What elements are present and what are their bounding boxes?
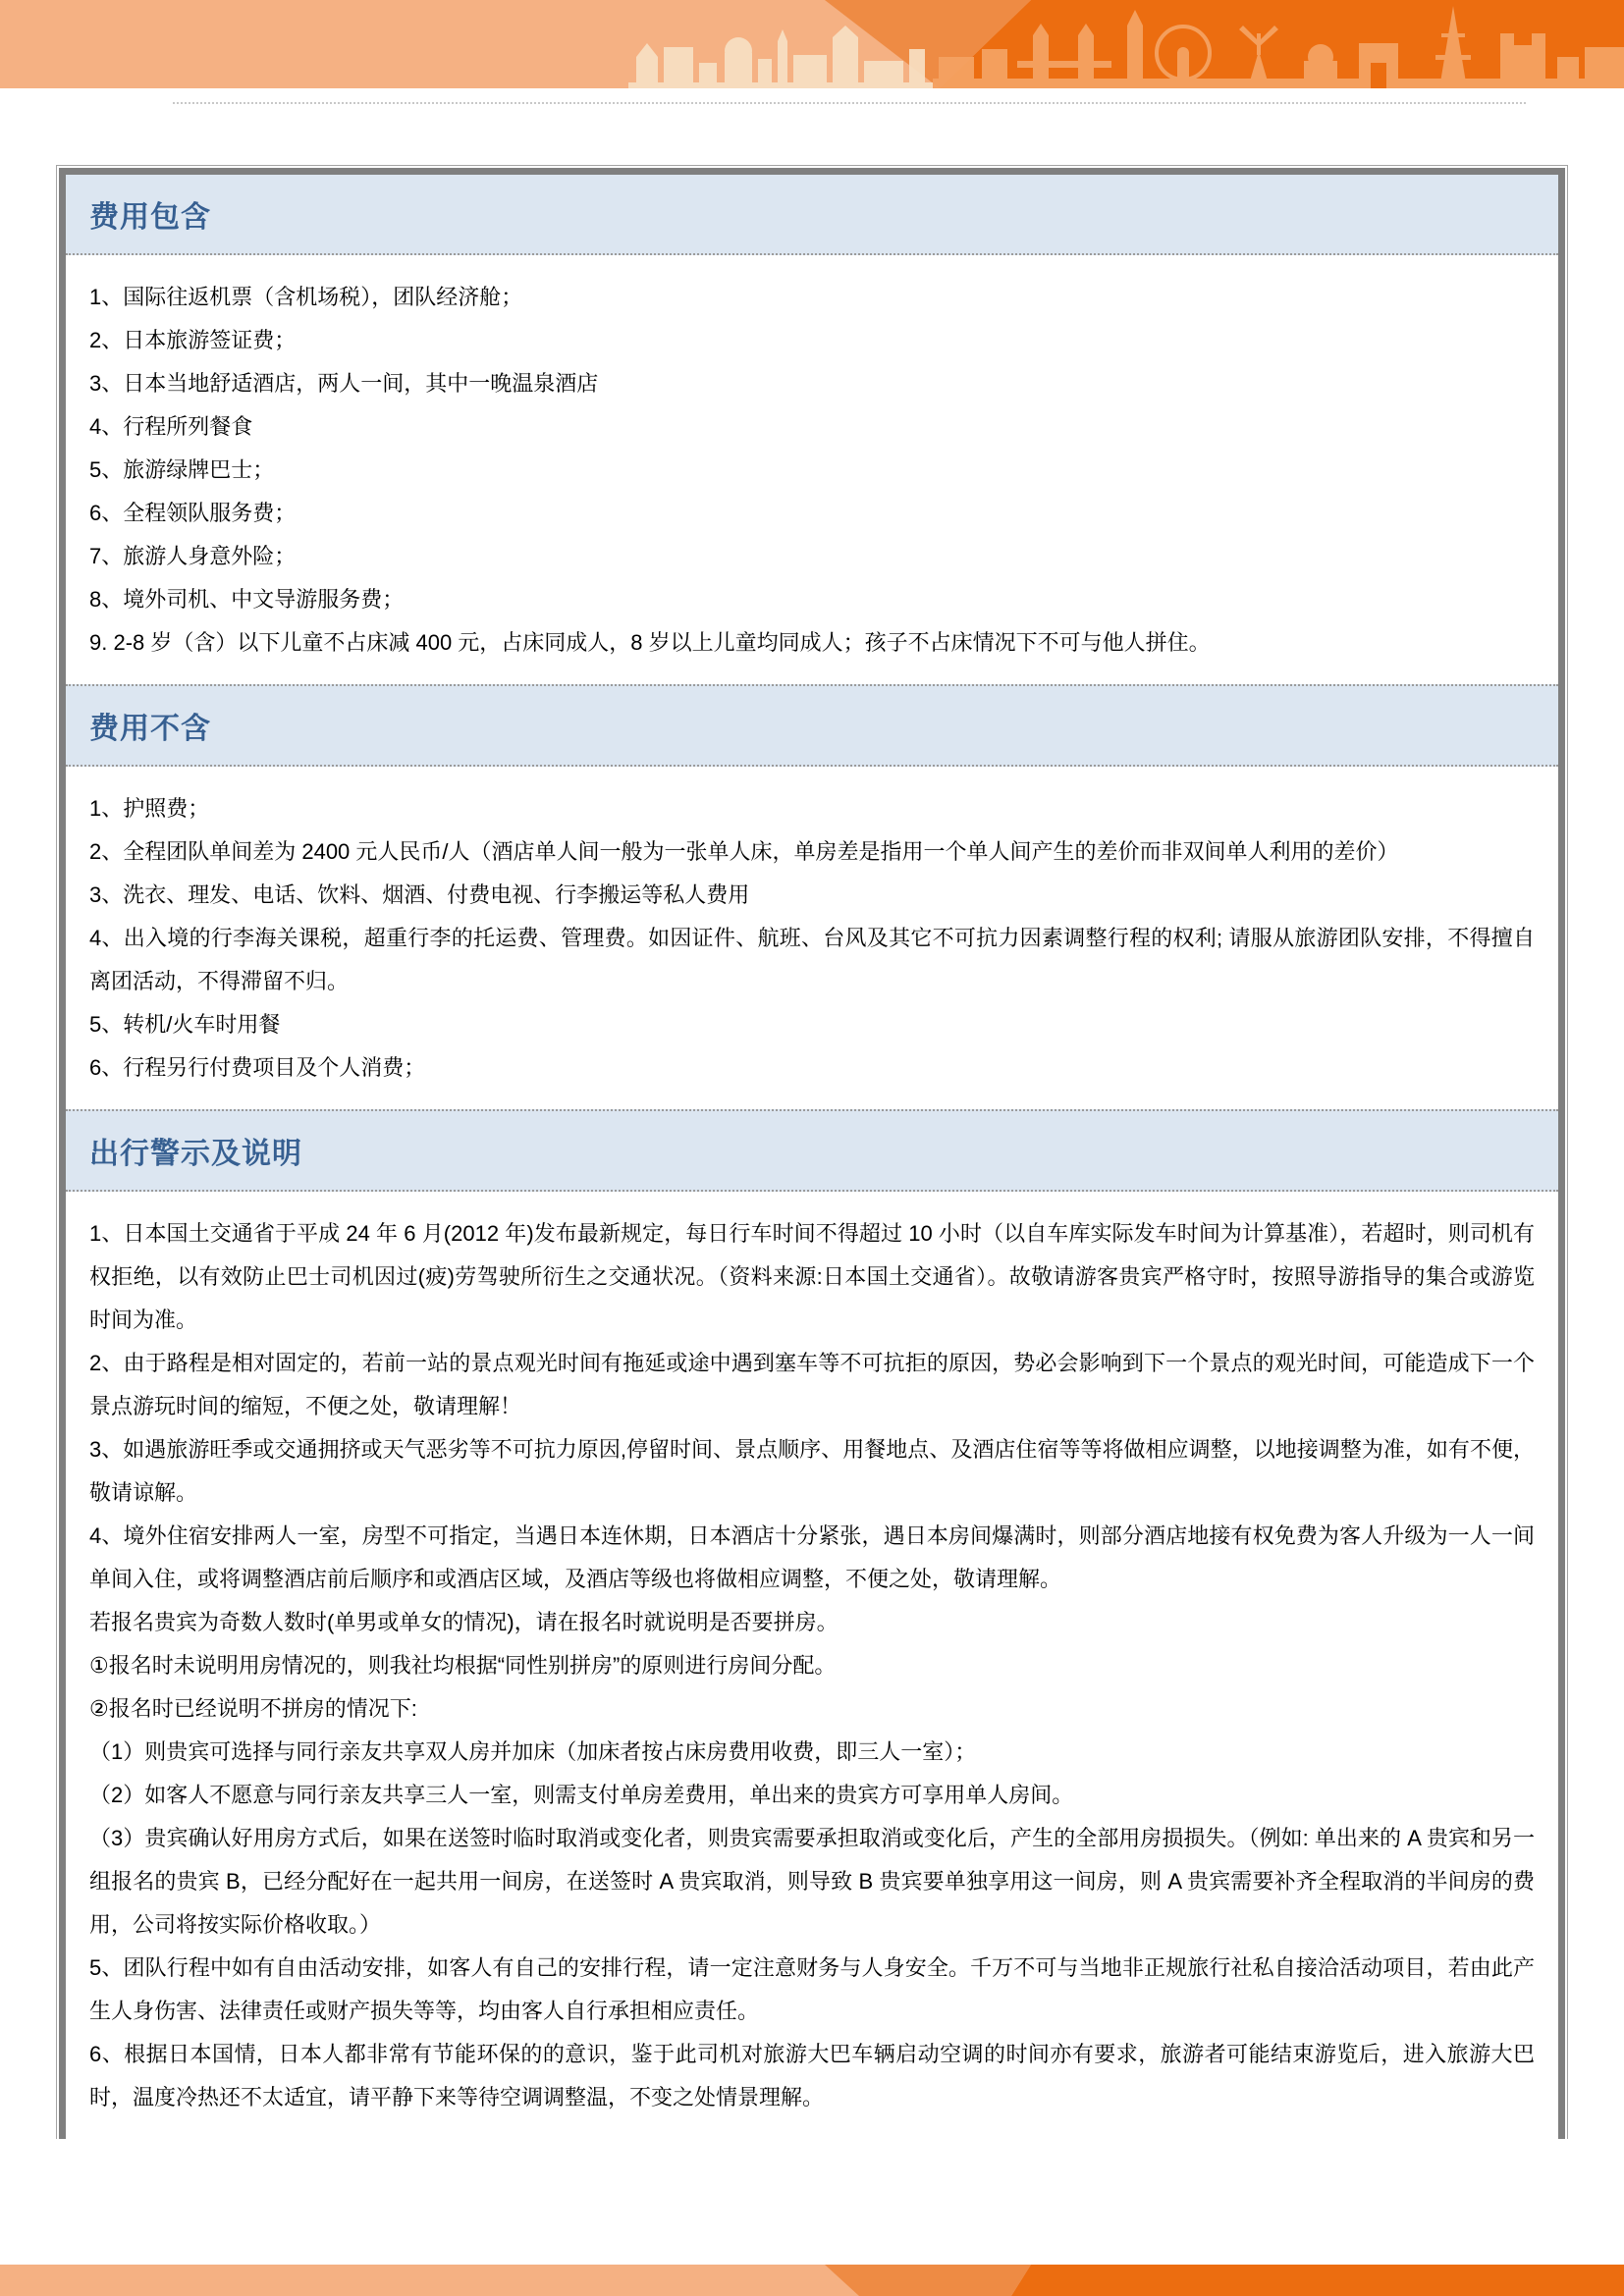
- list-item: 4、境外住宿安排两人一室，房型不可指定，当遇日本连休期，日本酒店十分紧张，遇日本房间爆满时，则部分酒店地接有权免费为客人升级为一人一间单间入住，或将调整酒店前后顺序和或酒店区域，及酒店等级也将做相应调整，不便之处，敬请理解。: [89, 1523, 1535, 1591]
- list-item: 1、护照费；: [89, 796, 210, 821]
- section-body: [66, 255, 1558, 684]
- list-item: 2、全程团队单间差为 2400 元人民币/人（酒店单人间一般为一张单人床，单房差是指用一个单人间产生的差价而非双间单人利用的差价）: [89, 839, 1399, 864]
- section-travel-warnings: [66, 1109, 1558, 2139]
- list-item: 5、旅游绿牌巴士；: [89, 457, 275, 482]
- list-item: 1、国际往返机票（含机场税），团队经济舱；: [89, 285, 523, 309]
- list-item: 若报名贵宾为奇数人数时(单男或单女的情况)，请在报名时就说明是否要拼房。: [89, 1610, 839, 1634]
- list-item: 3、洗衣、理发、电话、饮料、烟酒、付费电视、行李搬运等私人费用: [89, 882, 750, 907]
- list-item: 2、日本旅游签证费；: [89, 328, 297, 352]
- section-title: 费用包含: [89, 201, 211, 234]
- list-item: （2）如客人不愿意与同行亲友共享三人一室，则需支付单房差费用，单出来的贵宾方可享用单人房间。: [89, 1783, 1074, 1807]
- bottom-banner: [0, 2265, 1624, 2296]
- section-fees-included: [66, 175, 1558, 684]
- list-item: 6、全程领队服务费；: [89, 501, 297, 525]
- list-item: 3、日本当地舒适酒店，两人一间，其中一晚温泉酒店: [89, 371, 599, 396]
- dotted-divider: [173, 102, 1526, 104]
- list-item: ②报名时已经说明不拼房的情况下:: [89, 1696, 417, 1721]
- footer-mid-wedge: [825, 2265, 1031, 2296]
- section-title: 出行警示及说明: [89, 1138, 302, 1170]
- list-item: 9. 2-8 岁（含）以下儿童不占床减 400 元，占床同成人，8 岁以上儿童均同成人；孩子不占床情况下不可与他人拼住。: [89, 630, 1211, 655]
- list-item: （3）贵宾确认好用房方式后，如果在送签时临时取消或变化者，则贵宾需要承担取消或变化后，产生的全部用房损损失。（例如: 单出来的 A 贵宾和另一组报名的贵宾 B，已经分配好在一起共用一间房，在送签时 A 贵宾取消，则导致 B 贵宾要单独享用这一间房，则 A 贵宾需要补齐全程取消的半间房的费用，公司将按实际价格收取。）: [89, 1826, 1535, 1937]
- content-panel: [56, 165, 1568, 2139]
- section-body: [66, 767, 1558, 1109]
- list-item: （1）则贵宾可选择与同行亲友共享双人房并加床（加床者按占床房费用收费，即三人一室）；: [89, 1739, 977, 1764]
- footer-graphic: [0, 2265, 1624, 2296]
- section-header-fees-excluded: [66, 684, 1558, 767]
- section-title: 费用不含: [89, 713, 211, 745]
- list-item: ①报名时未说明用房情况的，则我社均根据“同性别拼房”的原则进行房间分配。: [89, 1653, 837, 1678]
- list-item: 4、出入境的行李海关课税，超重行李的托运费、管理费。如因证件、航班、台风及其它不可抗力因素调整行程的权利; 请服从旅游团队安排，不得擅自离团活动，不得滞留不归。: [89, 926, 1535, 993]
- section-body: [66, 1192, 1558, 2139]
- content-panel-inner: [59, 168, 1565, 2139]
- list-item: 5、转机/火车时用餐: [89, 1012, 281, 1037]
- list-item: 5、团队行程中如有自由活动安排，如客人有自己的安排行程，请一定注意财务与人身安全。千万不可与当地非正规旅行社私自接洽活动项目，若由此产生人身伤害、法律责任或财产损失等等，均由客人自行承担相应责任。: [89, 1955, 1535, 2023]
- list-item: 3、如遇旅游旺季或交通拥挤或天气恶劣等不可抗力原因,停留时间、景点顺序、用餐地点、及酒店住宿等等将做相应调整，以地接调整为准，如有不便，敬请谅解。: [89, 1437, 1535, 1505]
- section-header-travel-warnings: [66, 1109, 1558, 1192]
- top-banner: [0, 0, 1624, 88]
- list-item: 1、日本国土交通省于平成 24 年 6 月(2012 年)发布最新规定，每日行车时间不得超过 10 小时（以自车库实际发车时间为计算基准），若超时，则司机有权拒绝，以有效防止巴士司机因过(疲)劳驾驶所衍生之交通状况。（资料来源:日本国土交通省）。故敬请游客贵宾严格守时，按照导游指导的集合或游览时间为准。: [89, 1221, 1535, 1332]
- section-header-fees-included: [66, 175, 1558, 255]
- city-skyline-graphic: [0, 0, 1624, 88]
- list-item: 7、旅游人身意外险；: [89, 544, 297, 568]
- list-item: 8、境外司机、中文导游服务费；: [89, 587, 405, 612]
- footer-dark-region: [1011, 2265, 1624, 2296]
- list-item: 6、根据日本国情，日本人都非常有节能环保的的意识，鉴于此司机对旅游大巴车辆启动空调的时间亦有要求，旅游者可能结束游览后，进入旅游大巴时，温度冷热还不太适宜，请平静下来等待空调调整温，不变之处情景理解。: [89, 2042, 1535, 2109]
- list-item: 4、行程所列餐食: [89, 414, 253, 439]
- section-fees-excluded: [66, 684, 1558, 1109]
- list-item: 6、行程另行付费项目及个人消费；: [89, 1055, 426, 1080]
- list-item: 2、由于路程是相对固定的，若前一站的景点观光时间有拖延或途中遇到塞车等不可抗拒的原因，势必会影响到下一个景点的观光时间，可能造成下一个景点游玩时间的缩短，不便之处，敬请理解！: [89, 1351, 1535, 1418]
